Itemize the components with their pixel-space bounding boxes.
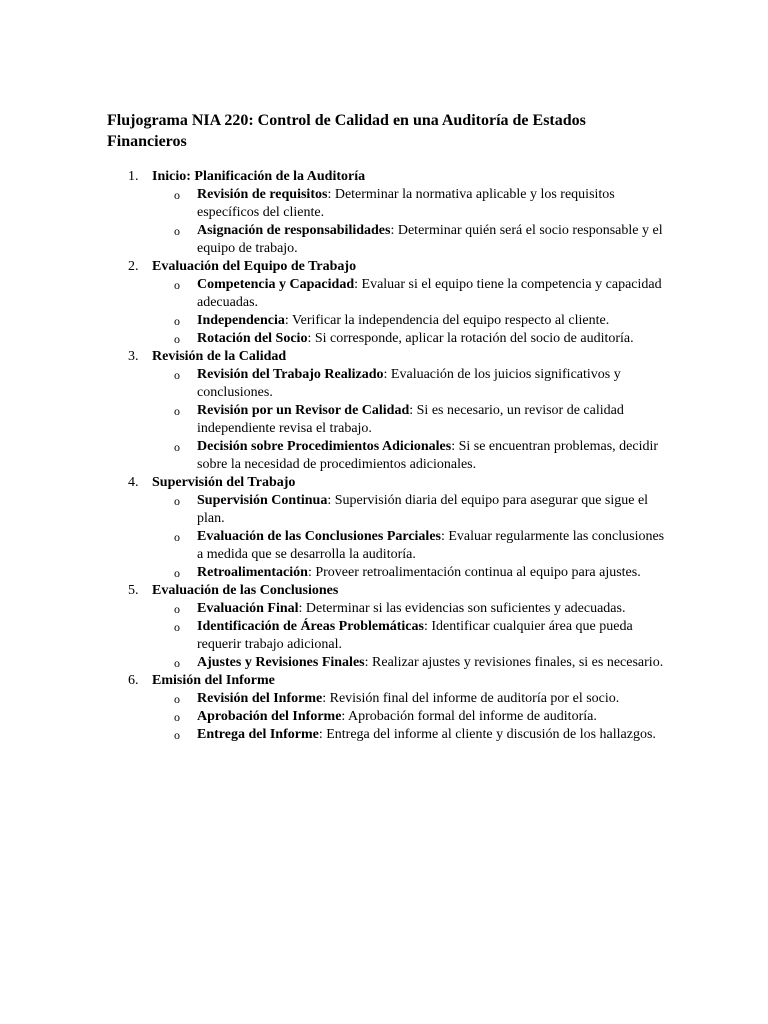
sub-item <box>152 330 667 348</box>
sub-item <box>152 186 667 222</box>
sub-item <box>152 600 667 618</box>
sub-item-text: : Determinar quién será el socio responsable y el equipo de trabajo. <box>197 223 663 256</box>
sub-item-label: Revisión del Trabajo Realizado <box>197 367 384 382</box>
sub-item-label: Rotación del Socio <box>197 331 308 346</box>
document-page <box>107 110 667 744</box>
bullet-icon: o <box>174 440 180 454</box>
sub-item <box>152 222 667 258</box>
section-title: Revisión de la Calidad <box>152 349 287 364</box>
section-number: 4. <box>128 475 139 490</box>
section-item <box>107 672 667 744</box>
bullet-icon: o <box>174 602 180 616</box>
sub-item-label: Independencia <box>197 313 285 328</box>
sub-item-label: Supervisión Continua <box>197 493 328 508</box>
sub-item-text: : Si se encuentran problemas, decidir sobre la necesidad de procedimientos adicionales. <box>197 439 659 472</box>
sub-item-label: Ajustes y Revisiones Finales <box>197 655 365 670</box>
sub-item-list <box>152 186 667 258</box>
bullet-icon: o <box>174 368 180 382</box>
sub-item-label: Entrega del Informe <box>197 727 319 742</box>
section-title: Evaluación de las Conclusiones <box>152 583 339 598</box>
bullet-icon: o <box>174 728 180 742</box>
bullet-icon: o <box>174 332 180 346</box>
section-item <box>107 582 667 672</box>
sub-item-text: : Entrega del informe al cliente y discusión de los hallazgos. <box>318 727 656 742</box>
bullet-icon: o <box>174 692 180 706</box>
sub-item <box>152 726 667 744</box>
sub-item-label: Asignación de responsabilidades <box>197 223 391 238</box>
bullet-icon: o <box>174 188 180 202</box>
bullet-icon: o <box>174 404 180 418</box>
sub-item-text: : Evaluar si el equipo tiene la competencia y capacidad adecuadas. <box>197 277 662 310</box>
sub-item-label: Aprobación del Informe <box>197 709 342 724</box>
section-title: Emisión del Informe <box>152 673 275 688</box>
sub-item-label: Revisión por un Revisor de Calidad <box>197 403 410 418</box>
sub-item-text: : Identificar cualquier área que pueda requerir trabajo adicional. <box>197 619 633 652</box>
sub-item-label: Evaluación de las Conclusiones Parciales <box>197 529 441 544</box>
sub-item <box>152 618 667 654</box>
sub-item-text: : Si corresponde, aplicar la rotación del socio de auditoría. <box>307 331 634 346</box>
sub-item-list <box>152 600 667 672</box>
sub-item <box>152 690 667 708</box>
section-title: Inicio: Planificación de la Auditoría <box>152 169 366 184</box>
bullet-icon: o <box>174 620 180 634</box>
sub-item-label: Evaluación Final <box>197 601 299 616</box>
sub-item <box>152 492 667 528</box>
sub-item <box>152 654 667 672</box>
section-number: 2. <box>128 259 139 274</box>
section-number: 6. <box>128 673 139 688</box>
sub-item-label: Revisión del Informe <box>197 691 323 706</box>
bullet-icon: o <box>174 530 180 544</box>
sub-item-text: : Evaluar regularmente las conclusiones a medida que se desarrolla la auditoría. <box>197 529 665 562</box>
bullet-icon: o <box>174 710 180 724</box>
bullet-icon: o <box>174 278 180 292</box>
sub-item <box>152 276 667 312</box>
section-item <box>107 168 667 258</box>
sub-item-text: : Proveer retroalimentación continua al equipo para ajustes. <box>307 565 641 580</box>
bullet-icon: o <box>174 656 180 670</box>
sub-item-text: : Determinar la normativa aplicable y los requisitos específicos del cliente. <box>197 187 615 220</box>
section-title: Evaluación del Equipo de Trabajo <box>152 259 357 274</box>
document-title: Flujograma NIA 220: Control de Calidad en una Auditoría de Estados Financieros <box>107 112 586 150</box>
section-list <box>107 168 667 744</box>
sub-item-label: Identificación de Áreas Problemáticas <box>197 619 424 634</box>
bullet-icon: o <box>174 566 180 580</box>
section-number: 3. <box>128 349 139 364</box>
section-item <box>107 348 667 474</box>
sub-item <box>152 312 667 330</box>
sub-item <box>152 564 667 582</box>
bullet-icon: o <box>174 494 180 508</box>
sub-item <box>152 528 667 564</box>
sub-item-list <box>152 492 667 582</box>
sub-item-list <box>152 366 667 474</box>
bullet-icon: o <box>174 314 180 328</box>
bullet-icon: o <box>174 224 180 238</box>
sub-item <box>152 366 667 402</box>
section-item <box>107 258 667 348</box>
section-title: Supervisión del Trabajo <box>152 475 296 490</box>
sub-item-text: : Determinar si las evidencias son suficientes y adecuadas. <box>298 601 626 616</box>
section-item <box>107 474 667 582</box>
sub-item-text: : Supervisión diaria del equipo para asegurar que sigue el plan. <box>197 493 649 526</box>
sub-item-list <box>152 276 667 348</box>
sub-item-list <box>152 690 667 744</box>
sub-item-text: : Realizar ajustes y revisiones finales, si es necesario. <box>364 655 664 670</box>
sub-item <box>152 438 667 474</box>
sub-item-text: : Si es necesario, un revisor de calidad independiente revisa el trabajo. <box>197 403 624 436</box>
sub-item-text: : Revisión final del informe de auditoría por el socio. <box>322 691 620 706</box>
sub-item-label: Decisión sobre Procedimientos Adicionales <box>197 439 452 454</box>
sub-item-label: Competencia y Capacidad <box>197 277 355 292</box>
sub-item <box>152 402 667 438</box>
sub-item-text: : Verificar la independencia del equipo respecto al cliente. <box>284 313 610 328</box>
sub-item <box>152 708 667 726</box>
sub-item-text: : Aprobación formal del informe de auditoría. <box>341 709 597 724</box>
sub-item-label: Revisión de requisitos <box>197 187 328 202</box>
sub-item-text: : Evaluación de los juicios significativos y conclusiones. <box>197 367 621 400</box>
section-number: 5. <box>128 583 139 598</box>
sub-item-label: Retroalimentación <box>197 565 308 580</box>
section-number: 1. <box>128 169 139 184</box>
